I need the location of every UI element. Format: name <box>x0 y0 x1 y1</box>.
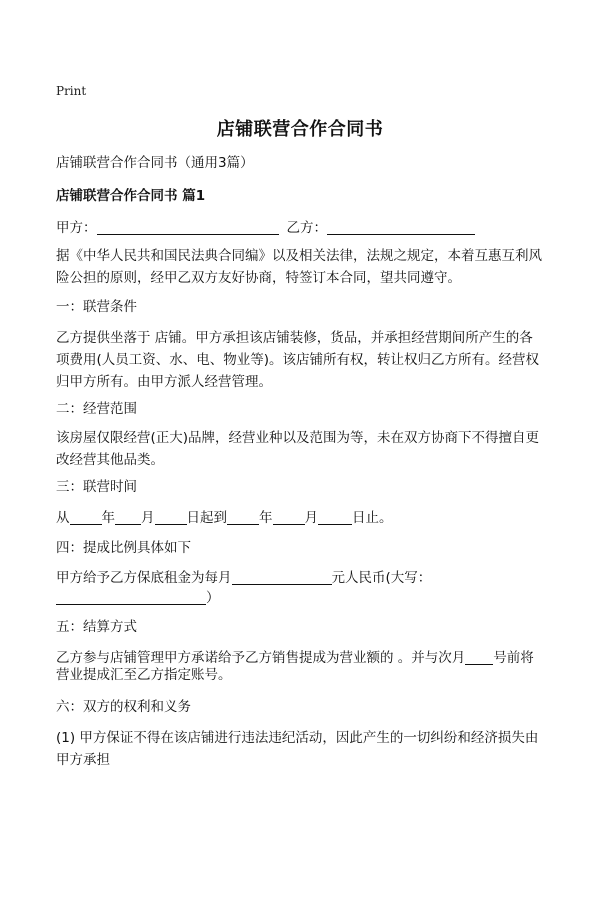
party-a-blank <box>97 219 279 235</box>
term-dates-line <box>56 507 556 529</box>
party-b-label: 乙方： <box>286 220 327 236</box>
rent-amount-blank <box>232 569 332 585</box>
month-label: 月 <box>141 510 155 526</box>
from-label: 从 <box>56 510 70 526</box>
party-a-label: 甲方： <box>56 220 97 236</box>
settlement-line-2: 营业提成汇至乙方指定账号。 <box>56 667 232 683</box>
intro-paragraph: 据《中华人民共和国民法典合同编》以及相关法律，法规之规定，本着互惠互利风险公担的原则，经甲乙双方友好协商，特签订本合同，望共同遵守。 <box>56 248 542 286</box>
parties-line <box>56 217 556 239</box>
section-4-heading: 四：提成比例具体如下 <box>56 540 191 556</box>
section-1-heading: 一：联营条件 <box>56 299 137 315</box>
section-6-heading: 六：双方的权利和义务 <box>56 699 191 715</box>
section-5-heading: 五：结算方式 <box>56 619 137 635</box>
year-label-2: 年 <box>259 510 273 526</box>
rent-currency-label: 元人民币(大写： <box>331 570 432 586</box>
settlement-text: 乙方参与店铺管理甲方承诺给予乙方销售提成为营业额的 。并与次月 <box>56 650 466 666</box>
document-title: 店铺联营合作合同书 <box>216 119 384 140</box>
document-subtitle: 店铺联营合作合同书（通用3篇） <box>56 155 254 171</box>
section-2-heading: 二：经营范围 <box>56 401 137 417</box>
start-year-blank <box>70 509 102 525</box>
rent-line <box>56 567 556 589</box>
rent-label: 甲方给予乙方保底租金为每月 <box>56 570 232 586</box>
section-2-body: 该房屋仅限经营(正大)品牌，经营业种以及范围为等，未在双方协商下不得擅自更改经营其他品类。 <box>56 430 540 468</box>
rent-uppercase-line <box>56 587 556 609</box>
day-end-label: 日止。 <box>352 510 393 526</box>
day-start-label: 日起到 <box>186 510 227 526</box>
section-title: 店铺联营合作合同书 篇1 <box>56 188 206 204</box>
end-month-blank <box>273 509 305 525</box>
print-label: Print <box>56 84 87 98</box>
section-6-item-1: (1) 甲方保证不得在该店铺进行违法违纪活动，因此产生的一切纠纷和经济损失由甲方承担 <box>56 730 539 768</box>
end-year-blank <box>227 509 259 525</box>
settlement-text-2: 号前将 <box>493 650 534 666</box>
start-month-blank <box>115 509 141 525</box>
year-label: 年 <box>101 510 115 526</box>
party-b-blank <box>327 219 475 235</box>
start-day-blank <box>155 509 187 525</box>
close-paren: ） <box>206 590 220 606</box>
section-3-heading: 三：联营时间 <box>56 479 137 495</box>
settlement-day-blank <box>465 649 493 665</box>
month-label-2: 月 <box>304 510 318 526</box>
end-day-blank <box>318 509 352 525</box>
section-1-body: 乙方提供坐落于 店铺。甲方承担该店铺装修，货品，并承担经营期间所产生的各项费用(人员工资、水、电、物业等)。该店铺所有权，转让权归乙方所有。经营权归甲方所有。由甲方派人经营管理。 <box>56 330 540 390</box>
rent-uppercase-blank <box>56 589 206 605</box>
